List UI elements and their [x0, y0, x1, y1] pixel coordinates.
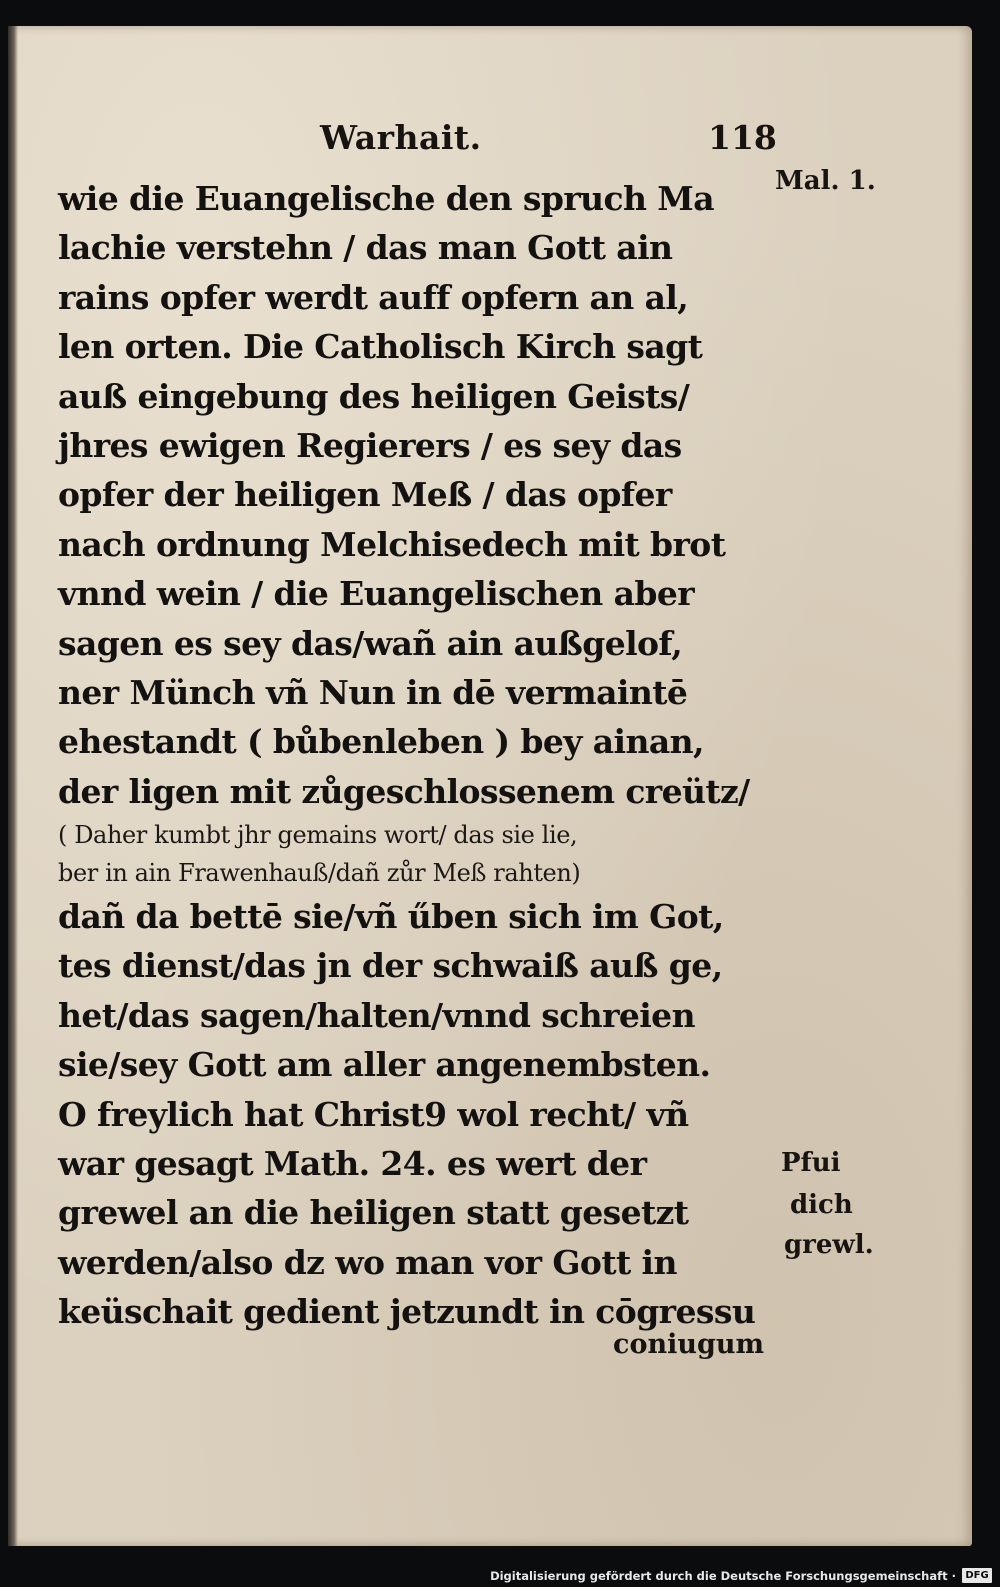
text-line: O freylich hat Christ9 wol recht/ vñ [58, 1094, 689, 1134]
text-line: ner Münch vñ Nun in dē vermaintē [58, 672, 688, 712]
text-line: het/das sagen/halten/vnnd schreien [58, 995, 695, 1035]
text-line: nach ordnung Melchisedech mit brot [58, 524, 726, 564]
text-line: dañ da bettē sie/vñ űben sich im Got, [58, 897, 724, 937]
text-line: rains opfer werdt auff opfern an al, [58, 277, 689, 317]
main-text-block [58, 174, 778, 1337]
book-page [8, 26, 972, 1546]
text-line: len orten. Die Catholisch Kirch sagt [58, 327, 703, 367]
margin-note-grewl: grewl. [784, 1230, 874, 1260]
text-line: der ligen mit zůgeschlossenem creütz/ [58, 771, 750, 811]
digitization-footer [490, 1568, 992, 1583]
funding-notice: Digitalisierung gefördert durch die Deutsche Forschungsgemeinschaft · [490, 1568, 956, 1583]
margin-note-dich: dich [790, 1190, 853, 1220]
text-line: war gesagt Math. 24. es wert der [58, 1144, 647, 1184]
text-line: sagen es sey das/wañ ain außgelof, [58, 623, 683, 663]
text-line: werden/also dz wo man vor Gott in [58, 1242, 677, 1282]
text-line: grewel an die heiligen statt gesetzt [58, 1193, 689, 1233]
page-gutter-edge [8, 26, 18, 1546]
text-line: jhres ewigen Regierers / es sey das [58, 425, 682, 465]
text-line: opfer der heiligen Meß / das opfer [58, 475, 672, 515]
text-line: auß eingebung des heiligen Geists/ [58, 376, 690, 416]
text-line: lachie verstehn / das man Gott ain [58, 228, 673, 268]
text-line: wie die Euangelische den spruch Ma [58, 179, 715, 218]
page-number: 118 [708, 118, 777, 157]
text-line: tes dienst/das jn der schwaiß auß ge, [58, 946, 723, 986]
text-line: sie/sey Gott am aller angenembsten. [58, 1045, 711, 1085]
parenthetical-line: ber in ain Frawenhauß/dañ zůr Meß rahten) [58, 859, 581, 888]
dfg-logo-icon: DFG [962, 1568, 992, 1583]
catchword: coniugum [613, 1329, 765, 1360]
margin-note-top: Mal. 1. [775, 166, 876, 196]
parenthetical-line: ( Daher kumbt jhr gemains wort/ das sie lie, [58, 821, 578, 850]
margin-note-pfui: Pfui [781, 1148, 841, 1178]
text-line: ehestandt ( bůbenleben ) bey ainan, [58, 722, 704, 762]
text-line: vnnd wein / die Euangelischen aber [58, 574, 695, 614]
text-line: keüschait gedient jetzundt in cōgressu [58, 1292, 756, 1332]
running-header: Warhait. [320, 118, 482, 157]
